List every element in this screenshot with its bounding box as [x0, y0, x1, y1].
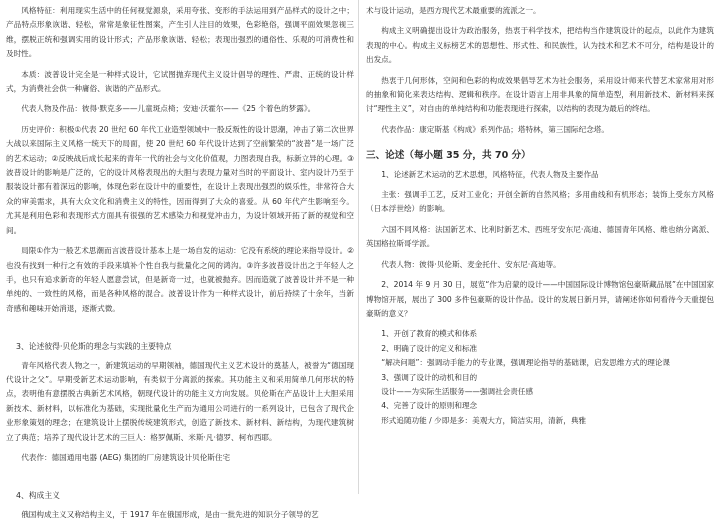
- answer-point-3: 3、强调了设计的动机和目的: [381, 372, 478, 382]
- section-heading-constructivism: 4、构成主义: [16, 491, 60, 501]
- constructivism-politics: 构成主义明确提出设计为政治服务，热衷于科学技术，把结构当作建筑设计的起点，以此作为建筑表现的中心。构成主义标榜艺术的思想性、形式性、和民族性，认为技术和艺术不可分，结构是设计的出发点。: [366, 26, 714, 65]
- answer-point-2-detail: “解决问题”：强调动手能力的专业课，强调理论指导的基础课，启发思维方式的理论课: [381, 358, 671, 368]
- pop-essence: 本质：波普设计完全是一种样式设计，它试图抛弃现代主义设计倡导的理性、严肃、正统的设计样式，为消费社会供一种庸俗、诙谐的产品形式。: [6, 69, 354, 94]
- column-divider: [358, 0, 359, 494]
- answer-point-4-detail: 形式追随功能 / 少即是多：美观大方，简洁实用，清新，典雅: [381, 415, 587, 425]
- answer-point-3-detail: 设计——为实际生活服务——强调社会责任感: [381, 386, 534, 396]
- answer-point-4: 4、完善了设计的原则和理念: [381, 401, 478, 411]
- right-column: [366, 4, 714, 428]
- constructivism-geometry: 热衷于几何形体，空间和色彩的构成效果倡导艺术为社会服务，采用设计师来代替艺术家常用对形的抽象和简化来表达结构、逻辑和秩序。在设计语言上用非具象的简单造型，利用新技术、新材料来探讨“理性主义”，对自由的单纯结构和功能表现进行探索，以结构的表现为最后的终结。: [366, 75, 714, 114]
- answer-point-1: 1、开创了教育的模式和体系: [381, 329, 478, 339]
- left-column: [6, 4, 354, 522]
- constructivism-works: 代表作品：康定斯基《构成》系列作品；塔特林，第三国际纪念塔。: [381, 124, 609, 134]
- question-1: 1、论述新艺术运动的艺术思想，风格特征，代表人物及主要作品: [381, 169, 599, 179]
- section-heading-behrens: 3、论述彼得·贝伦斯的理念与实践的主要特点: [16, 342, 172, 352]
- pop-style-features: 风格特征：利用现实生活中的任何视觉源泉，采用夸张、变形的手法运用到产品样式的设计之中；产品特点形象诙谐、轻松，常常是象征性图案，产生引人注目的效果，色彩艳俗，强调平面效果忽视三维，摆脱正统和强调实用的设计形式；产品形象诙谐、轻松；表现出强烈的通俗性、乐观的可消费性和及时性。: [6, 6, 354, 59]
- behrens-paragraph: 青年风格代表人物之一，新建筑运动的早期领袖，德国现代主义艺术设计的奠基人，被誉为“德国现代设计之父”。早期受新艺术运动影响，有类似于分离派的探索。其功能主义和采用简单几何形状的特点，表明他有意摆脱古典新艺术风格，朝现代设计的功能主义方向发展。贝伦斯在产品设计上大胆采用新技术、新材料，以标准化为基础，实现批量化生产而为通用公司进行的一系列设计，已包含了现代企业形象策划的理念；在建筑设计上摆脱传统建筑形式，创造了新技术、新材料、新结构，为现代建筑树立了典范；培养了现代设计艺术的三巨人：格罗佩斯、米斯·凡·德罗、柯布西耶。: [6, 360, 354, 442]
- question-2: 2、2014 年 9 月 30 日，展览“作为启蒙的设计——中国国际设计博物馆包豪斯藏品展”在中国国家博物馆开展，展出了 300 多件包豪斯的设计作品。设计的发展日新月异，请阐述你如何看待今天重提包豪斯的意义？: [366, 280, 714, 318]
- pop-representatives: 代表人物及作品：彼得·默克多——儿童斑点椅；安迪·沃霍尔——《25 个着色的梦露》。: [21, 104, 316, 114]
- constructivism-continued: 术与设计运动，是西方现代艺术最重要的流派之一。: [366, 6, 541, 15]
- behrens-works: 代表作：德国通用电器 (AEG) 集团的厂房建筑设计贝伦斯住宅: [21, 452, 231, 462]
- pop-limitations: 局限①作为一般艺术思潮而言波普设计基本上是一场自发的运动：它没有系统的理论来指导设计。②也没有找到一种行之有效的手段来填补个性自我与批量化之间的鸿沟。③许多波普设计出之于年轻人之手，也只有追求新奇的年轻人愿意尝试，但是新奇一过，也就被抛弃。因而造就了波普设计并不是一种单纯的、一致性的风格，而是各种风格的混合。波普设计作为一种样式设计，前后持续了十余年，当新奇感和趣味开始消退，逐渐式微。: [6, 246, 354, 313]
- constructivism-intro: 俄国构成主义又称结构主义，于 1917 年在俄国形成，是由一批先进的知识分子领导的艺: [21, 509, 319, 519]
- art-nouveau-six-countries: 六国不同风格：法国新艺术、比利时新艺术、西班牙安东尼·高迪、德国青年风格、维也纳分离派、英国格拉斯哥学派。: [366, 224, 714, 249]
- art-nouveau-ideas: 主张：强调手工艺，反对工业化；开创全新的自然风格；多用曲线和有机形态；装饰上受东方风格（日本浮世绘）的影响。: [366, 190, 714, 214]
- pop-historical-evaluation: 历史评价：积极①代表 20 世纪 60 年代工业造型领域中一股反叛性的设计思潮，冲击了第二次世界大战以来国际主义风格一统天下的局面，使 20 世纪 60 年代设计达到了空前繁荣的“波普”是一场广泛的艺术运动；②反映战后成长起来的青年一代的社会与文化价值观，力图表现自我，标新立异的心理。③波普设计的影响是广泛的，它的设计风格表现出的大胆与表现力量对当时的平面设计、室内设计乃至于服装设计都有着深远的影响，体现色彩在设计中的重要性，在设计上表现出强烈的娱乐性，非常符合大众的审美需求，具有大众文化和消费主义的特性，因而得到了大众的喜爱。从 60 年代产生影响至今。尤其是利用色彩和表现形式方面具有很强的艺术感染力和视觉冲击力，为设计领域开拓了新的视觉和空间。: [6, 124, 354, 235]
- art-nouveau-representatives: 代表人物：彼得·贝伦斯、麦金托什、安东尼·高迪等。: [381, 259, 561, 269]
- section-heading-essays: 三、论述（每小题 35 分，共 70 分）: [366, 150, 531, 162]
- answer-point-2: 2、明确了设计的定义和标准: [381, 343, 478, 353]
